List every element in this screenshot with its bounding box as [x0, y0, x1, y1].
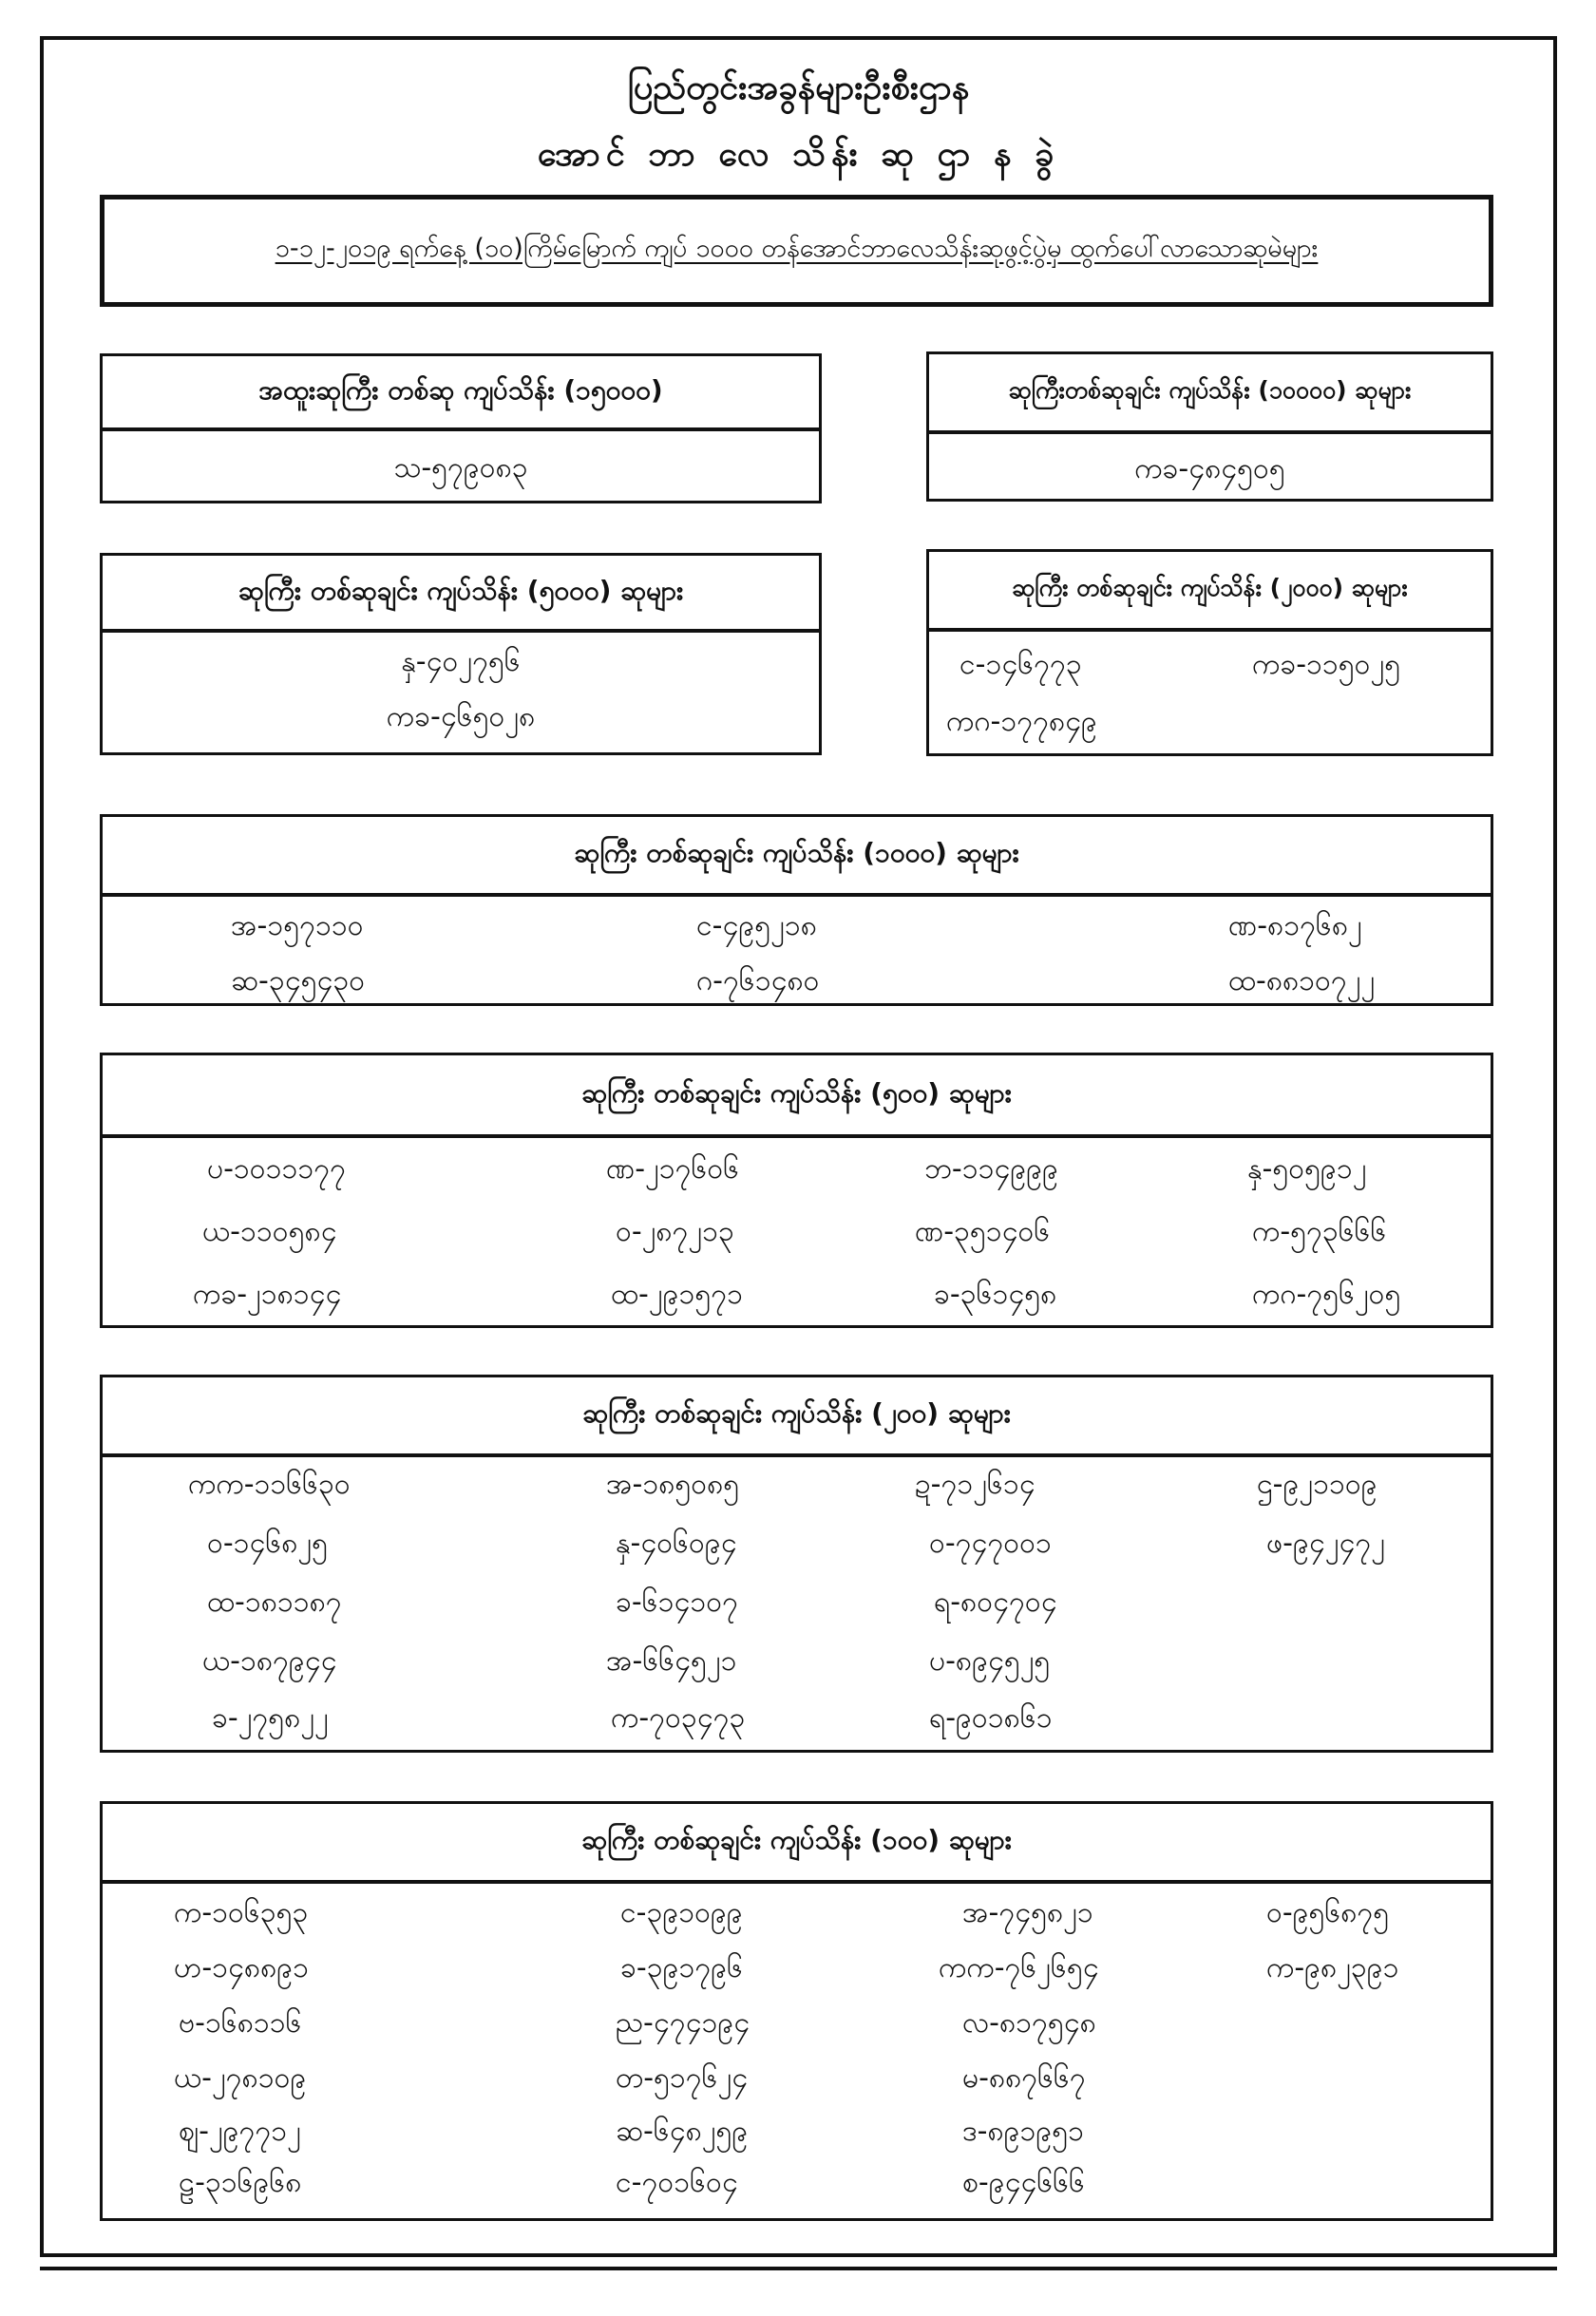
draw-banner — [100, 195, 1493, 307]
prize-2000-box — [926, 549, 1493, 756]
ticket-number: ကခ-၄၈၄၅၀၅ — [1134, 452, 1285, 485]
ticket-number: မ-၈၈၇၆၆၇ — [962, 2061, 1086, 2095]
special-prize-title: အထူးဆုကြီး တစ်ဆု ကျပ်သိန်း (၁၅၀၀၀) — [103, 356, 819, 431]
prize-2000-title: ဆုကြီး တစ်ဆုချင်း ကျပ်သိန်း (၂၀၀၀) ဆုများ — [929, 552, 1491, 632]
ticket-number: ထ-၈၈၁၀၇၂၂ — [1228, 964, 1376, 997]
ticket-number: ဂ-၇၆၁၄၈၀ — [696, 964, 820, 997]
ticket-number: ဆ-၃၄၅၄၃၀ — [231, 964, 366, 997]
special-prize-box — [100, 353, 822, 503]
ticket-number: ဟ-၁၄၈၈၉၁ — [174, 1951, 309, 1984]
ticket-number: အ-၇၄၅၈၂၁ — [962, 1896, 1093, 1929]
ticket-number: ဈ-၂၉၇၇၁၂ — [179, 2115, 301, 2148]
ticket-number: က-၇၀၃၄၇၃ — [611, 1701, 746, 1735]
ticket-number: ကခ-၂၁၈၁၄၄ — [193, 1278, 342, 1311]
ticket-number: ရ-၈၀၄၇၀၄ — [934, 1585, 1057, 1619]
ticket-number: ဍ-၇၁၂၆၁၄ — [915, 1468, 1036, 1501]
prize-500-numbers — [103, 1138, 1491, 1325]
ticket-number: အ-၆၆၄၅၂၁ — [606, 1644, 737, 1678]
ticket-number: ခ-၃၉၁၇၉၆ — [620, 1951, 743, 1984]
ticket-number: ဘ-၁၁၄၉၉၉ — [924, 1152, 1058, 1186]
ticket-number: ယ-၁၁၀၅၈၄ — [202, 1215, 337, 1248]
ticket-number: င-၃၉၁၀၉၉ — [620, 1896, 743, 1929]
ticket-number: ကက-၇၆၂၆၅၄ — [939, 1951, 1099, 1984]
ticket-number: ထ-၂၉၁၅၇၁ — [611, 1278, 743, 1311]
prize-100-box — [100, 1801, 1493, 2221]
prize-1000-title: ဆုကြီး တစ်ဆုချင်း ကျပ်သိန်း (၁၀၀၀) ဆုများ — [103, 817, 1491, 897]
prize-200-box — [100, 1375, 1493, 1753]
ticket-number: အ-၁၈၅၀၈၅ — [606, 1468, 740, 1501]
prize-100-title: ဆုကြီး တစ်ဆုချင်း ကျပ်သိန်း (၁၀၀) ဆုများ — [103, 1804, 1491, 1884]
bottom-rule — [40, 2267, 1557, 2270]
ticket-number: စ-၉၄၄၆၆၆ — [962, 2166, 1085, 2199]
ticket-number: နှ-၄၀၂၇၅၆ — [401, 645, 521, 678]
prize-5000-title: ဆုကြီး တစ်ဆုချင်း ကျပ်သိန်း (၅၀၀၀) ဆုများ — [103, 556, 819, 633]
ticket-number: အ-၁၅၇၁၁၀ — [231, 909, 364, 942]
prize-2000-numbers — [929, 632, 1491, 753]
prize-500-title: ဆုကြီး တစ်ဆုချင်း ကျပ်သိန်း (၅၀၀) ဆုများ — [103, 1055, 1491, 1138]
prize-5000-box — [100, 553, 822, 755]
ticket-number: ဆ-၆၄၈၂၅၉ — [616, 2115, 749, 2148]
ticket-number: င-၄၉၅၂၁၈ — [696, 909, 817, 942]
ticket-number: ည-၄၇၄၁၉၄ — [616, 2006, 750, 2040]
prize-500-box — [100, 1053, 1493, 1328]
ticket-number: င-၇၀၁၆၀၄ — [616, 2166, 738, 2199]
ticket-number: နှ-၄၀၆၀၉၄ — [616, 1527, 737, 1560]
prize-10000-numbers — [929, 434, 1491, 499]
prize-10000-box — [926, 351, 1493, 502]
ticket-number: ခ-၂၇၅၈၂၂ — [212, 1701, 329, 1735]
ticket-number: ဝ-၁၄၆၈၂၅ — [207, 1527, 329, 1560]
department-title: ပြည်တွင်းအခွန်များဦးစီးဌာန — [627, 68, 970, 107]
ticket-number: လ-၈၁၇၅၄၈ — [962, 2006, 1096, 2040]
prize-1000-box — [100, 814, 1493, 1006]
ticket-number: ရ-၉၀၁၈၆၁ — [929, 1701, 1053, 1735]
ticket-number: ဝ-၉၅၆၈၇၅ — [1266, 1896, 1390, 1929]
ticket-number: ကက-၁၁၆၆၃၀ — [188, 1468, 351, 1501]
ticket-number: သ-၅၇၉၀၈၃ — [393, 451, 528, 484]
ticket-number: ဏ-၂၁၇၆၀၆ — [606, 1152, 740, 1186]
prize-200-numbers — [103, 1457, 1491, 1750]
ticket-number: ခ-၃၆၁၄၅၈ — [934, 1278, 1057, 1311]
ticket-number: င-၁၄၆၇၇၃ — [960, 648, 1082, 681]
prize-100-numbers — [103, 1884, 1491, 2218]
prize-5000-numbers — [103, 633, 819, 752]
draw-description: ၁-၁၂-၂၀၁၉ ရက်နေ့ (၁၀)ကြိမ်မြောက် ကျပ် ၁၀၀၀ တန်အောင်ဘာလေသိန်းဆုဖွင့်ပွဲမှ ထွက်ပေါ်လာသောဆုမဲများ — [275, 234, 1319, 263]
ticket-number: ကခ-၁၁၅၀၂၅ — [1252, 648, 1401, 681]
ticket-number: ဠ-၃၁၆၉၆၈ — [179, 2166, 302, 2199]
ticket-number: ပ-၈၉၄၅၂၅ — [929, 1644, 1051, 1678]
ticket-number: က-၅၇၃၆၆၆ — [1252, 1215, 1387, 1248]
ticket-number: ခ-၆၁၄၁၀၇ — [616, 1585, 738, 1619]
prize-10000-title: ဆုကြီးတစ်ဆုချင်း ကျပ်သိန်း (၁၀၀၀၀) ဆုများ — [929, 354, 1491, 434]
ticket-number: နှ-၅၀၅၉၁၂ — [1247, 1152, 1367, 1186]
ticket-number: ကဂ-၁၇၇၈၄၉ — [946, 705, 1097, 738]
prize-200-title: ဆုကြီး တစ်ဆုချင်း ကျပ်သိန်း (၂၀၀) ဆုများ — [103, 1377, 1491, 1457]
ticket-number: ကဂ-၇၅၆၂၀၅ — [1252, 1278, 1401, 1311]
prize-1000-numbers — [103, 897, 1491, 1003]
special-prize-numbers — [103, 431, 819, 501]
ticket-number: ပ-၁၀၁၁၁၇၇ — [207, 1152, 347, 1186]
ticket-number: ဏ-၃၅၁၄၀၆ — [915, 1215, 1051, 1248]
ticket-number: ဝ-၂၈၇၂၁၃ — [616, 1215, 734, 1248]
branch-title: အောင် ဘာ လေ သိန်း ဆု ဌာ န ခွဲ — [537, 135, 1060, 174]
ticket-number: ဗ-၁၆၈၁၁၆ — [179, 2006, 302, 2040]
ticket-number: ဌ-၉၂၁၁၀၉ — [1257, 1468, 1378, 1501]
ticket-number: ဝ-၇၄၇၀၀၁ — [929, 1527, 1052, 1560]
ticket-number: ထ-၁၈၁၁၈၇ — [207, 1585, 342, 1619]
ticket-number: ဒ-၈၉၁၉၅၁ — [962, 2115, 1084, 2148]
ticket-number: ဏ-၈၁၇၆၈၂ — [1228, 909, 1362, 942]
ticket-number: က-၉၈၂၃၉၁ — [1266, 1951, 1399, 1984]
ticket-number: ယ-၂၇၈၁၀၉ — [174, 2061, 307, 2095]
ticket-number: ကခ-၄၆၅၀၂၈ — [386, 700, 536, 733]
ticket-number: ယ-၁၈၇၉၄၄ — [202, 1644, 337, 1678]
ticket-number: ဖ-၉၄၂၄၇၂ — [1266, 1527, 1385, 1560]
ticket-number: တ-၅၁၇၆၂၄ — [616, 2061, 749, 2095]
ticket-number: က-၁၀၆၃၅၃ — [174, 1896, 309, 1929]
